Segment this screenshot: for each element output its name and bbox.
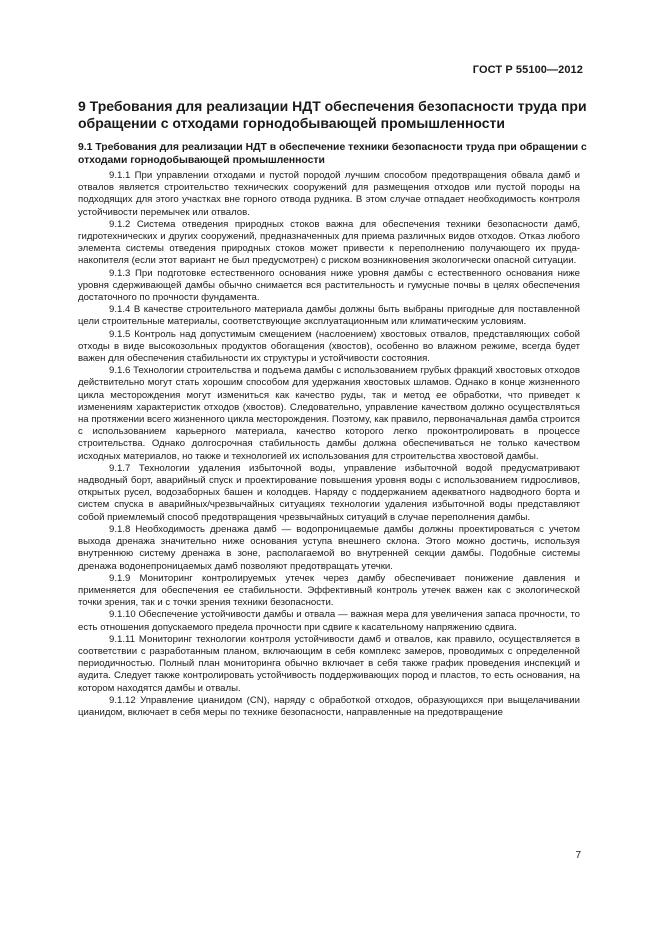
paragraph-9-1-3: 9.1.3 При подготовке естественного основания ниже уровня дамбы с естественного основания ниже уровня сдерживающей дамбы обычно снимается вся растительность и гумусные почвы в целях обеспечения достаточного по прочности фундамента. (78, 267, 580, 304)
paragraph-9-1-10: 9.1.10 Обеспечение устойчивости дамбы и отвала — важная мера для увеличения запаса прочности, то есть отношения допускаемого предела прочности при сдвиге к касательному напряжению сдвига. (78, 609, 580, 633)
paragraph-9-1-6: 9.1.6 Технологии строительства и подъема дамбы с использованием грубых фракций хвостовых отходов действительно могут стать хорошим способом для удержания хвостовых шламов. Однако в конце жизненного цикла месторождения могут измениться как качество руды, так и метод ее обработки, что приведет к изменениям характеристик отходов (хвостов). Следовательно, управление качеством должно осуществляться на протяжении всего жизненного цикла месторождения. Поэтому, как правило, первоначальная дамба строится с использованием карьерного материала, качество которого легко проконтролировать в процессе строительства. Однако долгосрочная стабильность дамбы должна обеспечиваться не только качеством исходных материалов, но также и технологией их использования для строительства хвостовой дамбы. (78, 365, 580, 462)
paragraph-9-1-8: 9.1.8 Необходимость дренажа дамб — водопроницаемые дамбы должны проектироваться с учетом выхода дренажа значительно ниже основания уступа внешнего склона. Этого можно достичь, используя внутреннюю систему дренажа в зоне, располагаемой во внутренней секции дамбы. Подобные системы дренажа водонепроницаемых дамб позволяют предотвращать утечки. (78, 523, 580, 572)
subsection-title: 9.1 Требования для реализации НДТ в обеспечение техники безопасности труда при обращении с отходами горнодобывающей промышленности (78, 142, 587, 166)
document-code: ГОСТ Р 55100—2012 (472, 64, 583, 76)
paragraph-9-1-9: 9.1.9 Мониторинг контролируемых утечек через дамбу обеспечивает понижение давления и применяется для обеспечения ее стабильности. Эффективный контроль утечек важен как с экологической точки зрения, так и с точки зрения техники безопасности. (78, 572, 580, 609)
body-text (78, 170, 580, 719)
paragraph-9-1-7: 9.1.7 Технологии удаления избыточной воды, управление избыточной водой предусматривают надводный борт, аварийный спуск и проектирование повышения уровня воды с использованием гидросливов, открытых русел, водозаборных башен и колодцев. Наряду с поддержанием адекватного надводного борта и систем спуска в аварийных/чрезвычайных ситуациях технологии удаления избыточной воды представляют собой приемлемый способ предотвращения чрезвычайных ситуаций в случае переполнения дамбы. (78, 462, 580, 523)
paragraph-9-1-12: 9.1.12 Управление цианидом (CN), наряду с обработкой отходов, образующихся при выщелачивании цианидом, включает в себя меры по технике безопасности, направленные на предотвращение (78, 694, 580, 718)
paragraph-9-1-4: 9.1.4 В качестве строительного материала дамбы должны быть выбраны пригодные для поставленной цели строительные материалы, соответствующие эксплуатационным или климатическим условиям. (78, 304, 580, 328)
section-title: 9 Требования для реализации НДТ обеспечения безопасности труда при обращении с отходами горнодобывающей промышленности (78, 98, 587, 131)
paragraph-9-1-5: 9.1.5 Контроль над допустимым смещением (наслоением) хвостовых отвалов, представляющих собой отходы в виде высокозольных продуктов обогащения (хвостов), особенно во влажном режиме, всегда будет важен для обеспечения стабильности их структуры и устойчивости состояния. (78, 328, 580, 365)
paragraph-9-1-1: 9.1.1 При управлении отходами и пустой породой лучшим способом предотвращения обвала дамб и отвалов является строительство технических сооружений для размещения отходов или пустой породы на подходящих для этого участках вне горного отвода рудника. В этом случае отпадает необходимость контроля устойчивости перемычек или отвалов. (78, 170, 580, 218)
page-number: 7 (575, 850, 581, 861)
paragraph-9-1-2: 9.1.2 Система отведения природных стоков важна для обеспечения техники безопасности дамб, гидротехнических и других сооружений, предназначенных для приема различных видов отходов. Отказ любого элемента системы отведения природных стоков может привести к переполнению получающего их пруда-накопителя (если этот вариант не был предусмотрен) с риском возникновения экологически опасной ситуации. (78, 218, 580, 267)
paragraph-9-1-11: 9.1.11 Мониторинг технологии контроля устойчивости дамб и отвалов, как правило, осуществляется в соответствии с разработанным планом, включающим в себя комплекс замеров, проводимых с определенной периодичностью. Полный план мониторинга обычно включает в себя также график проведения инспекций и аудита. Следует также контролировать устойчивость поддерживающих пород и пластов, то есть основания, на котором находятся дамбы и отвалы. (78, 633, 580, 694)
